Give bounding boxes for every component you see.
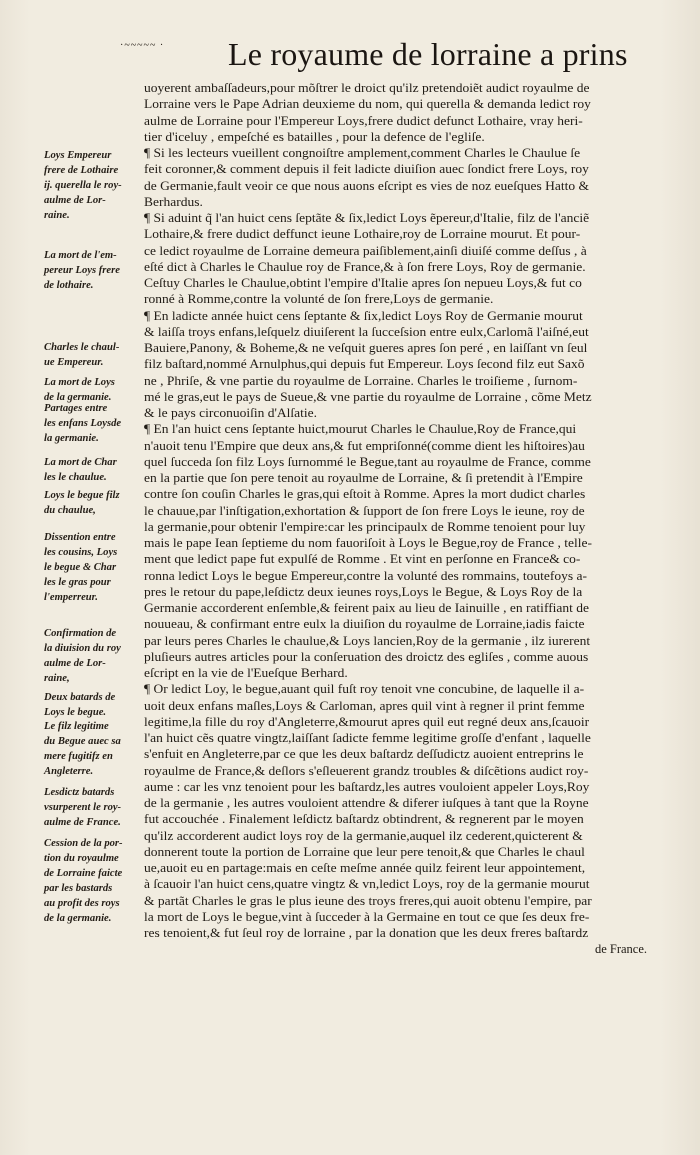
- text-line: ¶ En l'an huict cens ſeptante huict,mourut Charles le Chaulue,Roy de France,qui: [144, 422, 577, 437]
- text-line: & partãt Charles le gras le plus ieune des troys freres,qui auoit obtenu l'empire, par: [144, 893, 592, 908]
- text-line: ment que ledict pape fut expulſé de Romme . Et vint en perſonne en France& co-: [144, 552, 581, 567]
- text-line: pres le retour du pape,leſdictz deux ieunes roys,Loys le Begue, & Loys Roy de la: [144, 584, 583, 599]
- margin-note-line: de Lorraine faicte: [44, 868, 123, 879]
- margin-note-line: Loys le begue.: [44, 707, 107, 718]
- text-line: & laiſſa troys enfans,leſquelz diuiſerent la ſucceſsion entre eulx,Carlomã l'aiſné,eut: [144, 324, 589, 339]
- margin-note-line: vsurperent le roy-: [44, 802, 122, 813]
- margin-note-line: Loys Empereur: [44, 150, 112, 161]
- text-line: uoit deux enfans maſles,Loys & Carloman, apres quil vint à regner il print femme: [144, 698, 585, 713]
- text-line: pluſieurs autres articles pour la conſeruation des droictz des egliſes , comme auous: [144, 649, 589, 664]
- text-line: le chauue,par l'inſtigation,exhortation & ſupport de ſon frere Loys le ieune, roy de: [144, 503, 585, 518]
- margin-note-line: aulme de Lor-: [44, 658, 106, 669]
- margin-note: [44, 785, 142, 830]
- text-line: ¶ En ladicte année huict cens ſeptante & ſix,ledict Loys Roy de Germanie mourut: [144, 308, 583, 323]
- text-line: mais le pape Iean ſeptieme du nom fauoriſoit à Loys le Begue,roy de France , telle-: [144, 536, 592, 550]
- margin-note-line: du Begue auec sa: [44, 736, 121, 747]
- margin-note-line: ij. querella le roy-: [44, 180, 122, 191]
- margin-note-line: les le chaulue.: [44, 472, 107, 483]
- margin-note-line: la germanie.: [44, 433, 99, 444]
- margin-note-line: raine.: [44, 210, 70, 221]
- text-line: eſté dict à Charles le Chaulue roy de France,& à ſon frere Loys, Roy de germanie.: [144, 259, 586, 274]
- text-line: Berhardus.: [144, 194, 203, 209]
- margin-note-line: La mort de Char: [44, 457, 117, 468]
- text-line: ¶ Si aduint q̃ l'an huict cens ſeptãte & ſix,ledict Loys ẽpereur,d'Italie, filz de l'anciẽ: [144, 211, 590, 225]
- margin-note-line: de la germanie.: [44, 913, 112, 924]
- margin-note-line: au profit des roys: [44, 898, 120, 909]
- text-line: aulme de Lorraine pour l'Empereur Loys,frere dudict defunct Lothaire, vray heri-: [144, 113, 583, 128]
- text-line: res tenoient,& fut ſeul roy de lorraine , par la donation que les deux freres baſtardz: [144, 926, 589, 940]
- text-line: ronné à Romme,contre la volunté de ſon frere,Loys de germanie.: [144, 292, 494, 307]
- margin-note-line: les cousins, Loys: [44, 547, 118, 558]
- margin-note-line: raine,: [44, 673, 70, 684]
- margin-note: [44, 836, 142, 926]
- text-line: legitime,la fille du roy d'Angleterre,&mourut apres quil eut regné deux ans,ſcauoir: [144, 714, 590, 729]
- margin-note-line: Partages entre: [44, 403, 108, 414]
- margin-note-line: Confirmation de: [44, 628, 117, 639]
- text-line: uoyerent ambaſſadeurs,pour mõſtrer le droict qu'ilz pretendoiẽt audict royaulme de: [144, 81, 590, 95]
- margin-note: [44, 626, 142, 686]
- margin-note-line: frere de Lothaire: [44, 165, 119, 176]
- margin-note: [44, 340, 142, 370]
- text-line: filz baſtard,nommé Arnulphus,qui depuis fut Empereur. Loys ſecond filz eut Saxõ: [144, 357, 585, 372]
- margin-note-line: le begue & Char: [44, 562, 117, 573]
- text-line: feit coronner,& comment depuis il feit ladicte diuiſion auec ſondict frere Loys, roy: [144, 162, 589, 177]
- text-line: Lorraine vers le Pape Adrian deuxieme du nom, qui querella & demanda ledict roy: [144, 97, 591, 112]
- text-line: contre ſon couſin Charles le gras,qui eſtoit à Romme. Apres la mort dudict charles: [144, 487, 586, 502]
- margin-note: [44, 455, 142, 485]
- margin-note-line: Cession de la por-: [44, 838, 123, 849]
- margin-note-line: La mort de l'em-: [44, 250, 117, 261]
- text-line: & le pays circonuoiſin d'Alſatie.: [144, 406, 318, 420]
- text-line: tier d'iceluy , empeſché es batailles , pour la defence de l'egliſe.: [144, 129, 485, 144]
- text-line: ce ledict royaulme de Lorraine demeura paiſiblement,ainſi diuiſé comme deſſus , à: [144, 243, 587, 258]
- margin-note-line: mere fugitifz en: [44, 751, 113, 762]
- margin-note-line: les le gras pour: [44, 577, 111, 588]
- text-line: de la germanie , les autres vouloient attendre & diferer iuſques à tant que la Royne: [144, 796, 589, 810]
- margin-note-line: de la germanie.: [44, 392, 112, 403]
- text-line: la germanie,pour obtenir l'empire:car les principaulx de Romme tenoient pour luy: [144, 519, 586, 534]
- margin-note: [44, 690, 142, 720]
- margin-note-line: aulme de France.: [44, 817, 121, 828]
- text-line: eſcript en la vie de l'Eueſque Berhard.: [144, 666, 348, 680]
- margin-note: [44, 148, 142, 223]
- margin-note-line: de lothaire.: [44, 280, 94, 291]
- margin-note-line: Dissention entre: [44, 532, 116, 543]
- text-line: l'an huict cẽs quatre vingtz,laiſſant ſadicte femme legitime groſſe d'enfant , laquelle: [144, 731, 591, 745]
- margin-note: [44, 401, 142, 446]
- running-title: Le royaume de lorraine a prins: [228, 36, 628, 72]
- margin-note-line: ue Empereur.: [44, 357, 104, 368]
- text-line: ronna ledict Loys le begue Empereur,contre la volunté des rommains, toutefoys a-: [144, 568, 587, 583]
- margin-note-line: tion du royaulme: [44, 853, 119, 864]
- margin-note-line: Angleterre.: [44, 766, 94, 777]
- margin-note-line: Charles le chaul-: [44, 342, 120, 353]
- text-line: aume : car les vnz tenoient pour les baſtardz,les autres vouloient appeler Loys,Roy: [144, 779, 590, 794]
- margin-note: [44, 530, 142, 605]
- header-ornament: ·~~~~~ ·: [120, 40, 165, 51]
- body-text: [144, 80, 647, 958]
- margin-note: [44, 248, 142, 293]
- text-line: à ſcauoir l'an huict cens,quatre vingtz & vn,ledict Loys, roy de la germanie mourut: [144, 877, 590, 892]
- margin-note-line: Deux batards de: [44, 692, 116, 703]
- page-fold-shadow: [660, 0, 700, 1155]
- page-edge-shadow: [0, 0, 30, 1155]
- margin-note-line: la diuision du roy: [44, 643, 121, 654]
- text-line: n'auoit tenu l'Empire que deux ans,& fut empriſonné(comme dient les hiſtoires)au: [144, 438, 585, 453]
- text-line: Lothaire,& frere dudict deffunct ieune Lothaire,roy de Lorraine mourut. Et pour-: [144, 227, 581, 242]
- text-line: quel ſucceda ſon filz Loys ſurnommé le Begue,tant au royaulme de France, comme: [144, 454, 591, 469]
- text-line: s'enfuit en Angleterre,par ce que les deux baſtardz deſſudictz auoient entreprins le: [144, 747, 584, 762]
- text-line: mé le gras,eut le pays de Sueue,& vne partie du royaulme de Lorraine , cõme Metz: [144, 389, 592, 404]
- margin-note-line: Le filz legitime: [44, 721, 109, 732]
- text-line: en la partie que ſon pere tenoit au royaulme de Lorraine, & ſi pretendit à l'Empire: [144, 471, 583, 485]
- margin-note-line: pereur Loys frere: [44, 265, 120, 276]
- text-line: par leurs peres Charles le chaulue,& Loys lancien,Roy de la germanie , ilz iurerent: [144, 633, 591, 648]
- text-line: ¶ Si les lecteurs vueillent congnoiſtre amplement,comment Charles le Chaulue ſe: [144, 146, 581, 160]
- text-line: donnerent toute la portion de Lorraine que leur pere tenoit,& que Charles le chaul: [144, 844, 585, 859]
- margin-note: [44, 719, 142, 779]
- margin-note-line: aulme de Lor-: [44, 195, 106, 206]
- margin-note-line: par les bastards: [44, 883, 113, 894]
- text-line: Bauiere,Panony, & Boheme,& ne veſquit gueres apres ſon peré , en laiſſant vn ſeul: [144, 341, 588, 355]
- margin-note-line: du chaulue,: [44, 505, 96, 516]
- margin-note-line: Loys le begue filz: [44, 490, 120, 501]
- catchword-line: de France.: [594, 942, 647, 957]
- text-line: fut accouchée . Finalement leſdictz baſtardz obtindrent, & regnerent par le moyen: [144, 812, 584, 827]
- margin-note-line: Lesdictz batards: [44, 787, 115, 798]
- text-line: ue,auoit eu en partage:mais en ceſte meſme année quilz feirent leur appointement,: [144, 861, 586, 875]
- text-line: ¶ Or ledict Loy, le begue,auant quil fuſt roy tenoit vne concubine, de laquelle il a-: [144, 682, 585, 697]
- text-line: qu'ilz accorderent audict loys roy de la germanie,auquel ilz cederent,quicterent &: [144, 828, 583, 843]
- text-line: nouueau, & confirmant entre eulx la diuiſion du royaulme de Lorraine,iadis faicte: [144, 617, 585, 632]
- text-line: ne , Phriſe, & vne partie du royaulme de Lorraine. Charles le troiſieme , ſurnom-: [144, 373, 578, 388]
- margin-note-line: les enfans Loysde: [44, 418, 122, 429]
- text-line: royaulme de France,& deſlors s'eſleuerent grandz troubles & diſcẽtions audict roy-: [144, 763, 589, 778]
- text-line: la mort de Loys le begue,vint à ſucceder à la Germaine en tout ce que ſes deux fre-: [144, 909, 590, 924]
- text-line: de Germanie,fault veoir ce que nous auons eſcript es vies de noz eueſques Hatto &: [144, 178, 589, 193]
- text-line: Germanie accorderent enſemble,& feirent paix au lieu de Iainuille , en ratiffiant de: [144, 601, 590, 615]
- margin-note: [44, 488, 142, 518]
- margin-note-line: La mort de Loys: [44, 377, 115, 388]
- text-line: Ceſtuy Charles le Chaulue,obtint l'empire d'Italie apres ſon nepueu Loys,& fut co: [144, 276, 582, 290]
- margin-note-line: l'emperreur.: [44, 592, 98, 603]
